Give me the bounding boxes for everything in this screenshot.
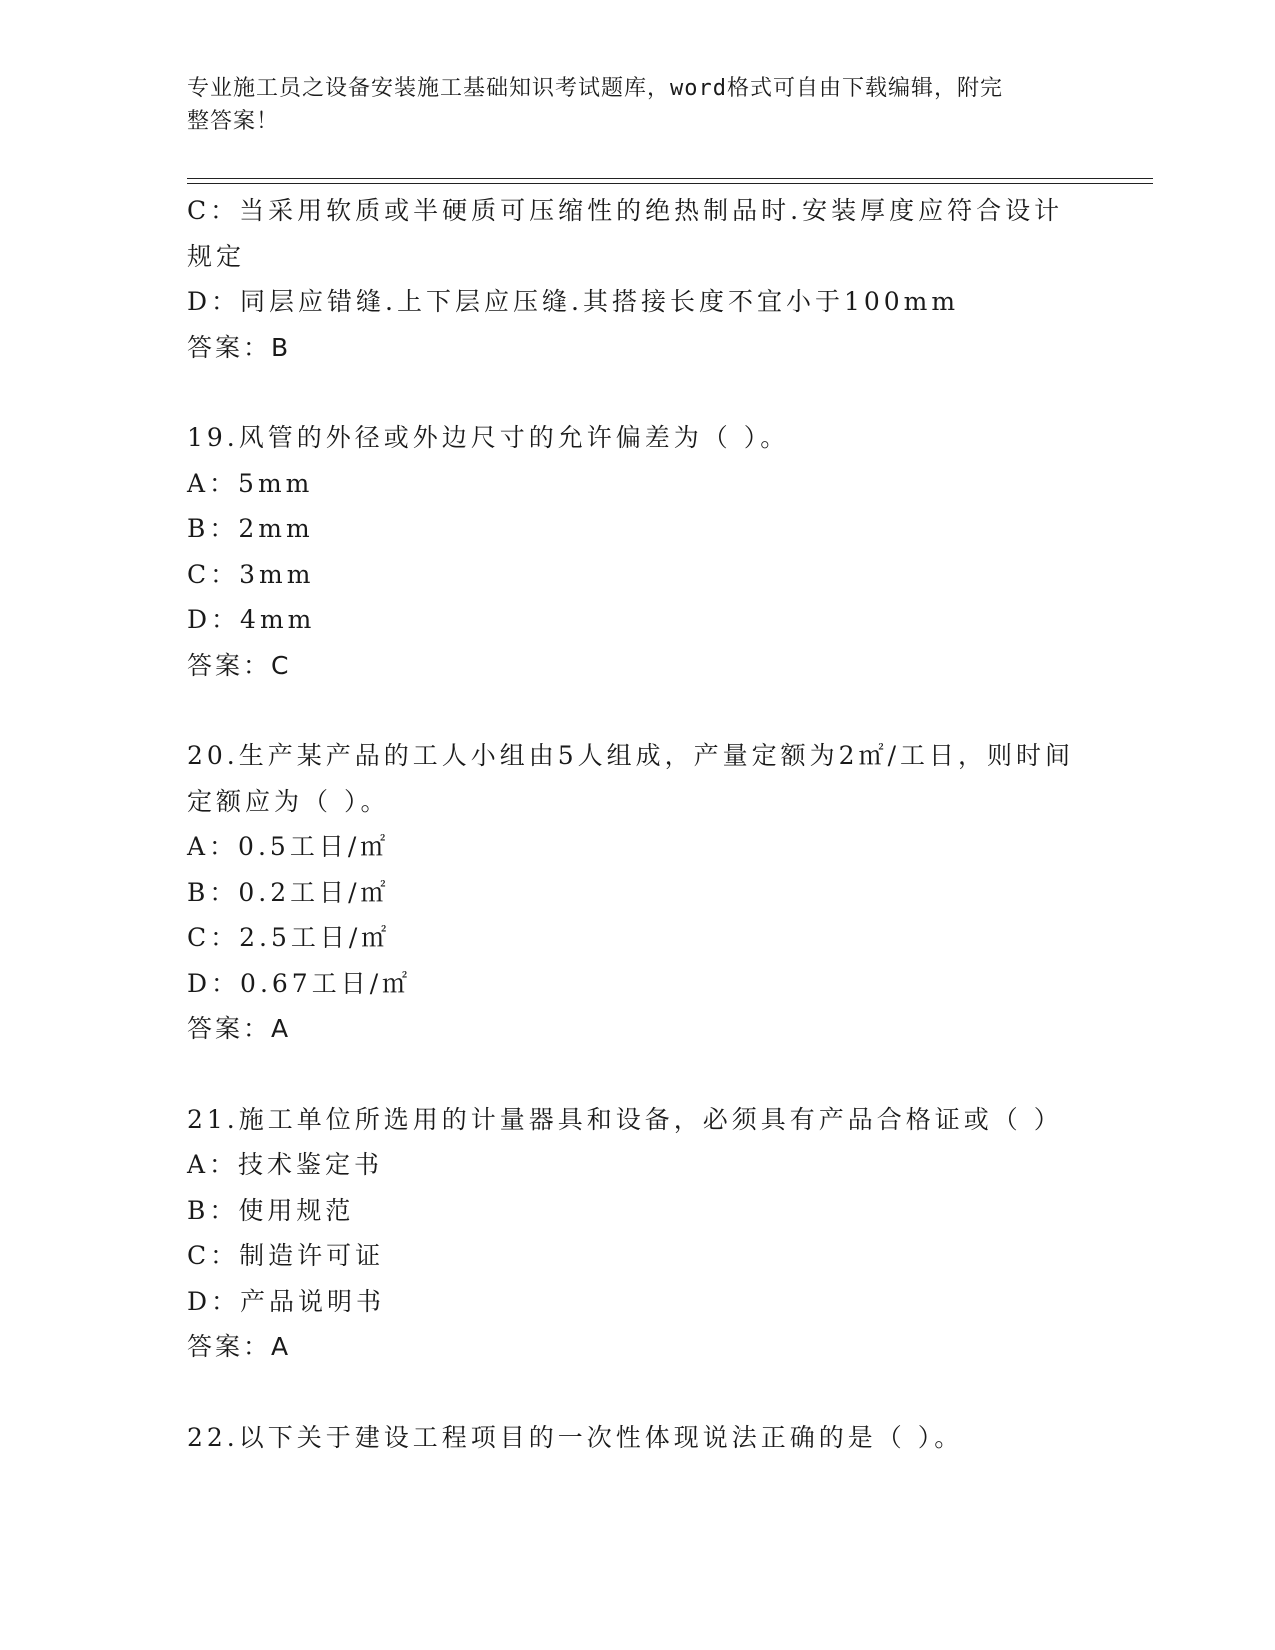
question-stem: 21.施工单位所选用的计量器具和设备，必须具有产品合格证或（ ）	[187, 1104, 1063, 1134]
option-c: C：2.5工日/㎡	[187, 923, 391, 952]
question-20	[187, 733, 1087, 1052]
spacer	[187, 688, 1087, 733]
answer: 答案：C	[187, 650, 292, 680]
question-21	[187, 1097, 1087, 1370]
option-b: B：2mm	[187, 514, 314, 543]
answer: 答案：A	[187, 1014, 292, 1043]
option-d: D：同层应错缝.上下层应压缝.其搭接长度不宜小于100mm	[187, 287, 960, 316]
question-22	[187, 1415, 1087, 1461]
option-c: C：制造许可证	[187, 1241, 385, 1270]
option-c-continued: 规定	[187, 241, 246, 271]
option-a: A：5mm	[187, 468, 314, 498]
question-stem: 19.风管的外径或外边尺寸的允许偏差为（ ）。	[187, 423, 790, 452]
spacer	[187, 1052, 1087, 1097]
option-d: D：4mm	[187, 605, 316, 634]
option-a: A：0.5工日/㎡	[187, 832, 390, 861]
question-stem-continued: 定额应为（ ）。	[187, 786, 390, 816]
option-a: A：技术鉴定书	[187, 1150, 384, 1179]
question-stem: 22.以下关于建设工程项目的一次性体现说法正确的是（ ）。	[187, 1422, 964, 1452]
document-header	[187, 72, 1077, 138]
header-divider-top	[187, 178, 1153, 179]
question-stem: 20.生产某产品的工人小组由5人组成，产量定额为2㎡/工日，则时间	[187, 741, 1074, 770]
option-d: D：产品说明书	[187, 1286, 386, 1316]
question-list	[187, 188, 1087, 1460]
header-line-2: 整答案！	[187, 109, 280, 134]
spacer	[187, 370, 1087, 415]
option-c: C：3mm	[187, 559, 315, 589]
option-c: C：当采用软质或半硬质可压缩性的绝热制品时.安装厚度应符合设计	[187, 196, 1064, 225]
answer: 答案：A	[187, 1332, 292, 1361]
header-divider-bottom	[187, 183, 1153, 184]
question-18-continued	[187, 188, 1087, 370]
option-b: B：使用规范	[187, 1195, 355, 1225]
option-b: B：0.2工日/㎡	[187, 877, 390, 907]
spacer	[187, 1370, 1087, 1415]
answer: 答案：B	[187, 332, 292, 362]
header-line-1: 专业施工员之设备安装施工基础知识考试题库，word格式可自由下载编辑，附完	[187, 76, 1003, 101]
option-d: D：0.67工日/㎡	[187, 968, 412, 998]
question-19	[187, 415, 1087, 688]
